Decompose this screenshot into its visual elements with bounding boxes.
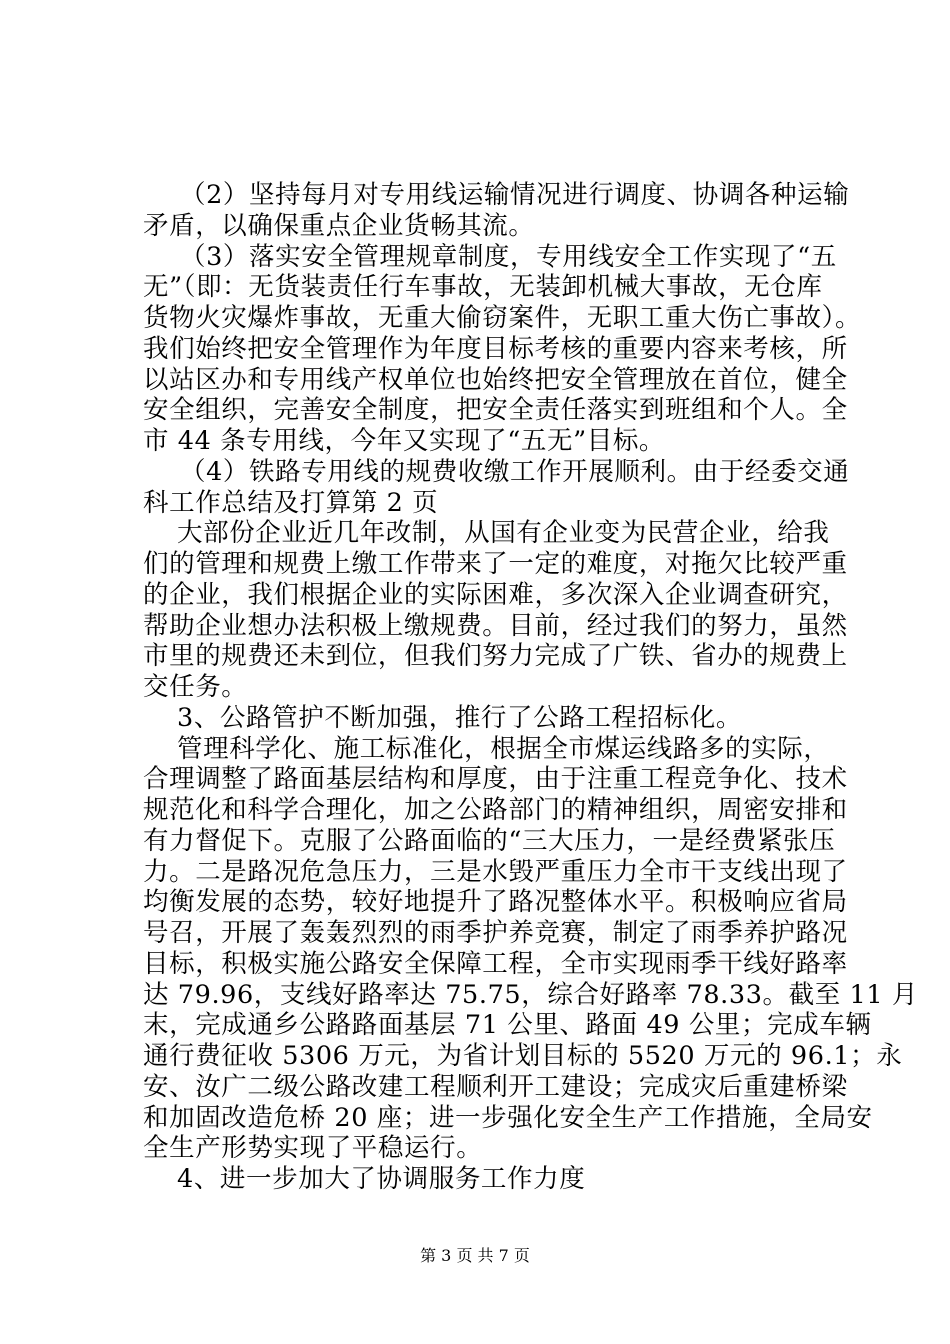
text-line: 通行费征收 5306 万元，为省计划目标的 5520 万元的 96.1；永 xyxy=(143,1041,903,1071)
text-line: 交任务。 xyxy=(143,672,248,702)
text-line: 安、汝广二级公路改建工程顺利开工建设；完成灾后重建桥梁 xyxy=(143,1071,848,1102)
page-footer: 第 3 页 共 7 页 xyxy=(420,1246,530,1265)
text-line: 无”（即：无货装责任行车事故，无装卸机械大事故，无仓库 xyxy=(143,272,823,303)
text-line: 和加固改造危桥 20 座；进一步强化安全生产工作措施，全局安 xyxy=(143,1102,873,1133)
text-line: 矛盾，以确保重点企业货畅其流。 xyxy=(143,210,535,241)
text-line: 我们始终把安全管理作为年度目标考核的重要内容来考核，所 xyxy=(143,333,848,364)
text-line: 大部份企业近几年改制，从国有企业变为民营企业，给我 xyxy=(177,518,830,549)
text-line: 管理科学化、施工标准化，根据全市煤运线路多的实际， xyxy=(177,733,830,764)
text-line: 目标，积极实施公路安全保障工程，全市实现雨季干线好路率 xyxy=(143,948,848,979)
text-line: 均衡发展的态势，较好地提升了路况整体水平。积极响应省局 xyxy=(143,887,848,918)
text-line: 规范化和科学合理化，加之公路部门的精神组织，周密安排和 xyxy=(143,795,848,825)
text-line: 有力督促下。克服了公路面临的“三大压力，一是经费紧张压 xyxy=(143,825,836,856)
text-line: 达 79.96，支线好路率达 75.75，综合好路率 78.33。截至 11 月 xyxy=(143,979,918,1010)
text-line: 安全组织，完善安全制度，把安全责任落实到班组和个人。全 xyxy=(143,395,848,426)
text-line: 科工作总结及打算第 2 页 xyxy=(143,487,439,518)
text-line: 合理调整了路面基层结构和厚度，由于注重工程竞争化、技术 xyxy=(143,764,848,795)
text-line: 帮助企业想办法积极上缴规费。目前，经过我们的努力，虽然 xyxy=(143,610,848,641)
text-line: 货物火灾爆炸事故，无重大偷窃案件，无职工重大伤亡事故）。 xyxy=(143,303,862,333)
text-line: （2）坚持每月对专用线运输情况进行调度、协调各种运输 xyxy=(180,180,850,210)
text-line: 全生产形势实现了平稳运行。 xyxy=(143,1133,483,1164)
text-line: 的企业，我们根据企业的实际困难，多次深入企业调查研究， xyxy=(143,579,848,610)
text-line: 号召，开展了轰轰烈烈的雨季护养竞赛，制定了雨季养护路况 xyxy=(143,918,848,948)
text-line: 3、公路管护不断加强，推行了公路工程招标化。 xyxy=(177,702,742,733)
text-line: 4、进一步加大了协调服务工作力度 xyxy=(177,1164,586,1194)
text-line: （4）铁路专用线的规费收缴工作开展顺利。由于经委交通 xyxy=(180,456,850,487)
text-line: 以站区办和专用线产权单位也始终把安全管理放在首位，健全 xyxy=(143,364,848,395)
text-line: 力。二是路况危急压力，三是水毁严重压力全市干支线出现了 xyxy=(143,856,848,887)
text-line: 末，完成通乡公路路面基层 71 公里、路面 49 公里；完成车辆 xyxy=(143,1010,872,1041)
text-line: 们的管理和规费上缴工作带来了一定的难度，对拖欠比较严重 xyxy=(143,549,848,579)
text-line: 市里的规费还未到位，但我们努力完成了广铁、省办的规费上 xyxy=(143,641,848,672)
text-line: 市 44 条专用线，今年又实现了“五无”目标。 xyxy=(143,426,666,456)
text-line: （3）落实安全管理规章制度，专用线安全工作实现了“五 xyxy=(180,241,837,272)
